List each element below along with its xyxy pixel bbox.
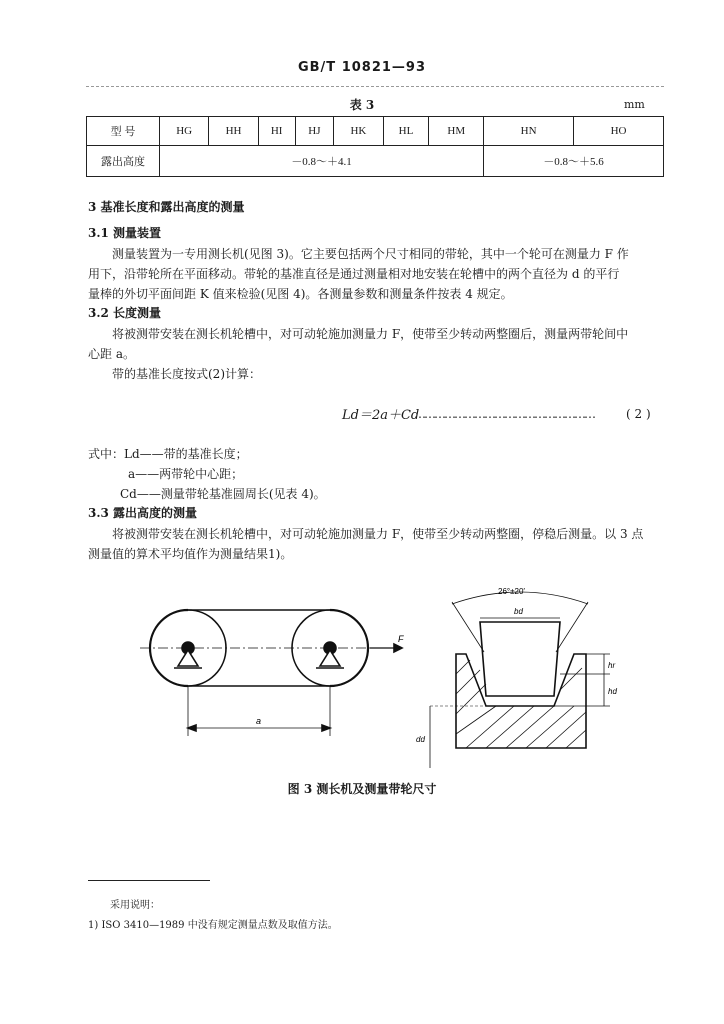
- formula-leader: ………………………………………………: [414, 407, 594, 421]
- table-cell: HO: [574, 117, 664, 146]
- paragraph-line: 将被测带安装在测长机轮槽中，对可动轮施加测量力 F，使带至少转动两整圈，停稳后测量。以 3 点: [112, 527, 644, 541]
- paragraph-line: 将被测带安装在测长机轮槽中，对可动轮施加测量力 F，使带至少转动两整圈后，测量两带轮间中: [112, 327, 629, 341]
- subsection-title: 3.2 长度测量: [88, 306, 162, 320]
- table-caption: 表 3: [349, 98, 375, 112]
- table-cell: HI: [258, 117, 295, 146]
- paragraph-line: 用下，沿带轮所在平面移动。带轮的基准直径是通过测量相对地安装在轮槽中的两个直径为 d 的平行: [88, 267, 620, 281]
- footnote-text: 1) ISO 3410—1989 中没有规定测量点数及取值方法。: [88, 920, 338, 931]
- table-cell: HK: [334, 117, 383, 146]
- subsection-title: 3.1 测量装置: [88, 226, 162, 240]
- footnote-rule: [88, 880, 210, 881]
- table-cell: HJ: [295, 117, 334, 146]
- paragraph-line: 量棒的外切平面间距 K 值来检验(见图 4)。各测量参数和测量条件按表 4 规定。: [88, 287, 513, 301]
- hr-label: hr: [608, 661, 616, 670]
- hd-label: hd: [608, 687, 617, 696]
- table-cell: HM: [429, 117, 484, 146]
- table-row: [87, 117, 664, 146]
- where-line: a——两带轮中心距；: [128, 467, 244, 481]
- section-title: 3 基准长度和露出高度的测量: [88, 200, 245, 214]
- standard-number: GB/T 10821—93: [297, 60, 427, 75]
- where-line: 式中：Ld——带的基准长度；: [88, 447, 248, 461]
- paragraph-line: 带的基准长度按式(2)计算：: [112, 367, 261, 381]
- length-machine-sketch: [140, 610, 402, 736]
- figure-3-drawing: [130, 578, 650, 778]
- table-unit: mm: [624, 98, 645, 111]
- formula-number: ( 2 ): [626, 407, 651, 421]
- paragraph-line: 测量装置为一专用测长机(见图 3)。它主要包括两个尺寸相同的带轮，其中一个轮可在测量力 F 作: [112, 247, 629, 261]
- table-cell: －0.8～＋5.6: [484, 146, 664, 177]
- table-row: [87, 146, 664, 177]
- where-line: Cd——测量带轮基准圆周长(见表 4)。: [120, 487, 326, 501]
- force-label: F: [398, 634, 404, 644]
- table-cell: HH: [209, 117, 258, 146]
- footnote-title: 采用说明：: [110, 900, 160, 911]
- table-cell: －0.8～＋4.1: [160, 146, 484, 177]
- spec-table: [86, 116, 664, 177]
- bd-label: bd: [514, 607, 523, 616]
- formula: Ld＝2a＋Cd: [342, 408, 420, 423]
- pulley-groove-section: [430, 592, 610, 768]
- table-cell: HN: [484, 117, 574, 146]
- table-cell: HG: [160, 117, 209, 146]
- subsection-title: 3.3 露出高度的测量: [88, 506, 198, 520]
- table-cell: HL: [383, 117, 429, 146]
- distance-label: a: [256, 716, 262, 726]
- paragraph-line: 测量值的算术平均值作为测量结果1)。: [88, 547, 293, 561]
- angle-label: 26°±20′: [498, 587, 525, 596]
- header-rule: [86, 86, 664, 87]
- table-header-cell: 露出高度: [87, 146, 160, 177]
- figure-caption: 图 3 测长机及测量带轮尺寸: [287, 782, 437, 796]
- dd-label: dd: [416, 735, 425, 744]
- paragraph-line: 心距 a。: [88, 347, 135, 361]
- table-header-cell: 型 号: [87, 117, 160, 146]
